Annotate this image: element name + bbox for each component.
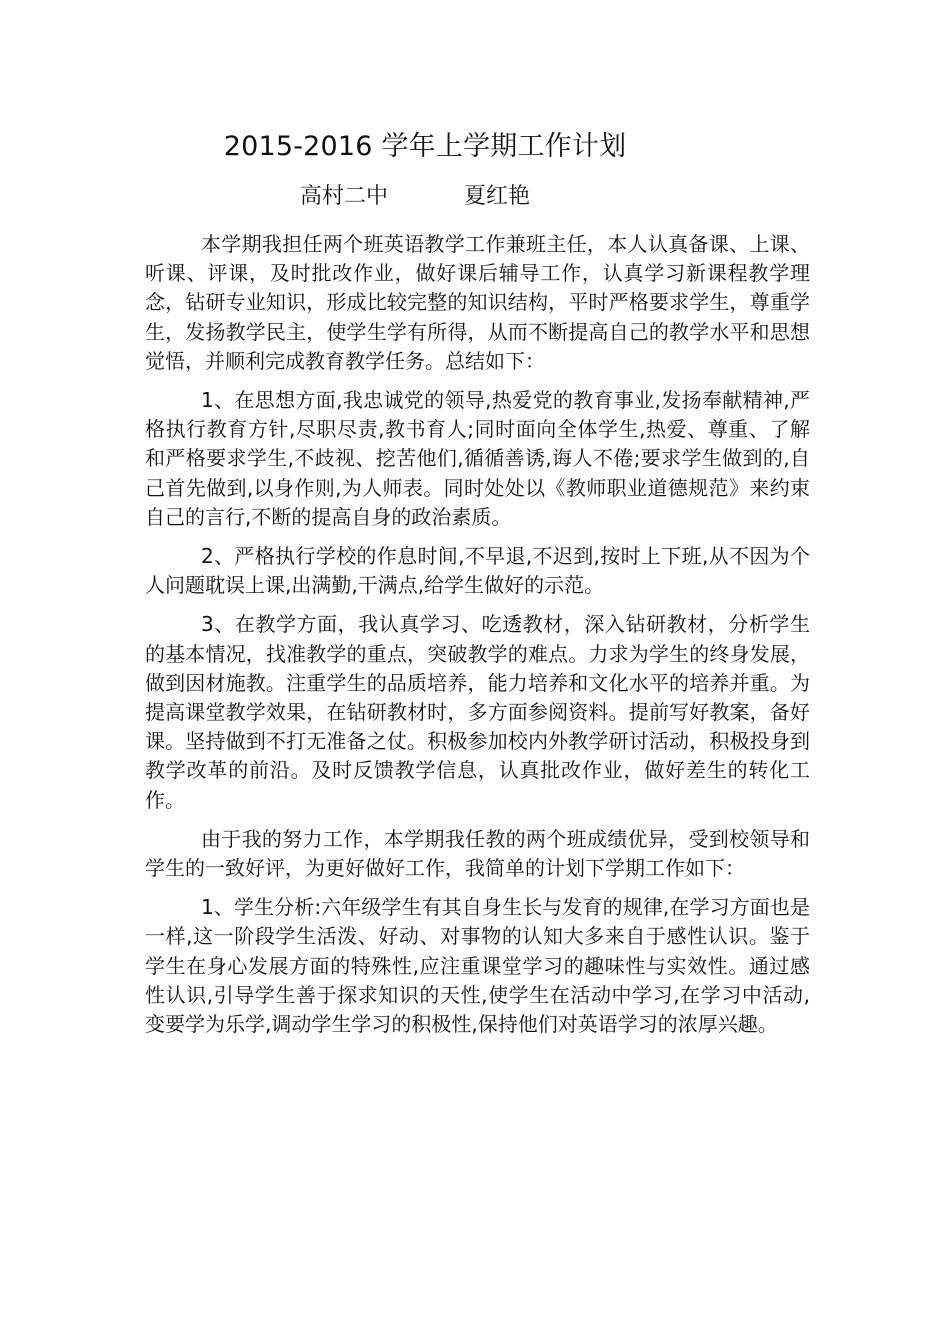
document-title: 2015-2016 学年上学期工作计划 bbox=[223, 131, 627, 162]
paragraph-plan-intro: 由于我的努力工作，本学期我任教的两个班成绩优异，受到校领导和学生的一致好评，为更好做好工作，我简单的计划下学期工作如下： bbox=[145, 826, 810, 881]
paragraph-intro: 本学期我担任两个班英语教学工作兼班主任，本人认真备课、上课、听课、评课，及时批改作业，做好课后辅导工作，认真学习新课程教学理念，钻研专业知识，形成比较完整的知识结构，平时严格要求学生，尊重学生，发扬教学民主，使学生学有所得，从而不断提高自己的教学水平和思想觉悟，并顺利完成教育教学任务。总结如下： bbox=[145, 232, 810, 373]
byline bbox=[300, 182, 530, 212]
paragraph-teaching: 3、在教学方面，我认真学习、吃透教材，深入钻研教材，分析学生的基本情况，找准教学的重点，突破教学的难点。力求为学生的终身发展，做到因材施教。注重学生的品质培养，能力培养和文化水平的培养并重。为提高课堂教学效果，在钻研教材时，多方面参阅资料。提前写好教案，备好课。坚持做到不打无准备之仗。积极参加校内外教学研讨活动，积极投身到教学改革的前沿。及时反馈教学信息，认真批改作业，做好差生的转化工作。 bbox=[145, 612, 810, 812]
document-body bbox=[145, 230, 810, 1049]
school-name: 高村二中 bbox=[300, 184, 389, 209]
paragraph-discipline: 2、严格执行学校的作息时间,不早退,不迟到,按时上下班,从不因为个人问题耽误上课,出满勤,干满点,给学生做好的示范。 bbox=[145, 544, 810, 598]
author-name: 夏红艳 bbox=[464, 184, 531, 209]
paragraph-student-analysis: 1、学生分析:六年级学生有其自身生长与发育的规律,在学习方面也是一样,这一阶段学生活泼、好动、对事物的认知大多来自于感性认识。鉴于学生在身心发展方面的特殊性,应注重课堂学习的趣味性与实效性。通过感性认识,引导学生善于探求知识的天性,使学生在活动中学习,在学习中活动,变要学为乐学,调动学生学习的积极性,保持他们对英语学习的浓厚兴趣。 bbox=[145, 895, 810, 1037]
paragraph-ideology: 1、在思想方面,我忠诚党的领导,热爱党的教育事业,发扬奉献精神,严格执行教育方针,尽职尽责,教书育人;同时面向全体学生,热爱、尊重、了解和严格要求学生,不歧视、挖苦他们,循循善诱,诲人不倦;要求学生做到的,自己首先做到,以身作则,为人师表。同时处处以《教师职业道德规范》来约束自己的言行,不断的提高自身的政治素质。 bbox=[145, 388, 810, 529]
